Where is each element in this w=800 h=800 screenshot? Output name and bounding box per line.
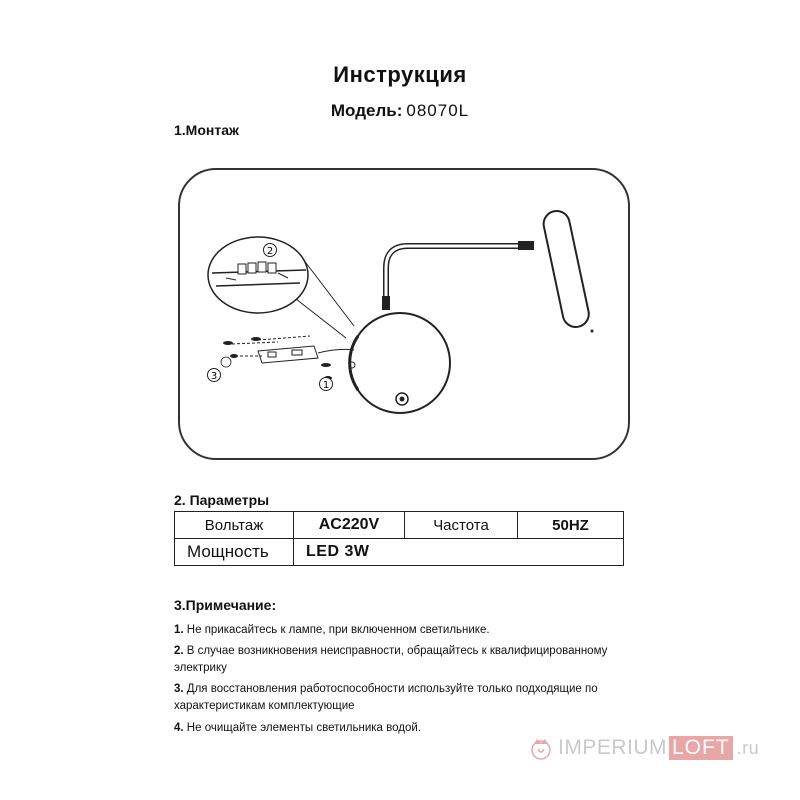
note-item <box>174 720 421 737</box>
note-number: 2. <box>174 645 184 657</box>
watermark-brand-right: LOFT <box>669 736 733 760</box>
section-params-title: 2. Параметры <box>174 492 270 508</box>
lamp-arm <box>386 246 524 306</box>
note-item <box>174 681 644 715</box>
note-number: 4. <box>174 722 184 734</box>
watermark-domain: .ru <box>736 737 760 758</box>
wall-disc <box>349 313 450 413</box>
model-line <box>0 101 800 121</box>
model-label: Модель: <box>330 101 403 120</box>
note-text: Не очищайте элементы светильника водой. <box>186 722 421 734</box>
note-text: Не прикасайтесь к лампе, при включенном светильнике. <box>186 624 490 636</box>
callout-3: 3 <box>210 371 218 382</box>
note-number: 3. <box>174 683 184 695</box>
note-item <box>174 622 490 639</box>
crown-logo-icon <box>528 735 554 761</box>
frequency-label: Частота <box>405 512 518 539</box>
note-item <box>174 643 634 677</box>
power-label: Мощность <box>175 539 294 566</box>
power-value: LED 3W <box>294 539 624 566</box>
arm-joint-top <box>518 241 534 250</box>
table-row <box>175 512 624 539</box>
zoom-bubble <box>208 237 308 313</box>
callout-2: 2 <box>266 246 274 257</box>
mounting-plate <box>232 336 354 363</box>
note-text: В случае возникновения неисправности, обращайтесь к квалифицированному электрику <box>174 645 608 674</box>
mounting-diagram <box>178 168 630 460</box>
note-text: Для восстановления работоспособности используйте только подходящие по характеристикам комплектующие <box>174 683 598 712</box>
note-number: 1. <box>174 624 184 636</box>
model-value: 08070L <box>406 101 470 120</box>
watermark-brand-left: IMPERIUM <box>558 736 667 759</box>
table-row <box>175 539 624 566</box>
document-title: Инструкция <box>333 62 467 87</box>
frequency-value: 50HZ <box>518 512 624 539</box>
arm-joint-bottom <box>382 296 390 310</box>
lamp-head <box>541 209 591 330</box>
section-notes-title: 3.Примечание: <box>174 597 277 613</box>
watermark <box>528 735 759 761</box>
voltage-label: Вольтаж <box>175 512 294 539</box>
voltage-value: AC220V <box>294 512 405 539</box>
callout-1: 1 <box>322 380 330 391</box>
params-table <box>174 511 624 566</box>
section-mount-title: 1.Монтаж <box>174 122 239 138</box>
